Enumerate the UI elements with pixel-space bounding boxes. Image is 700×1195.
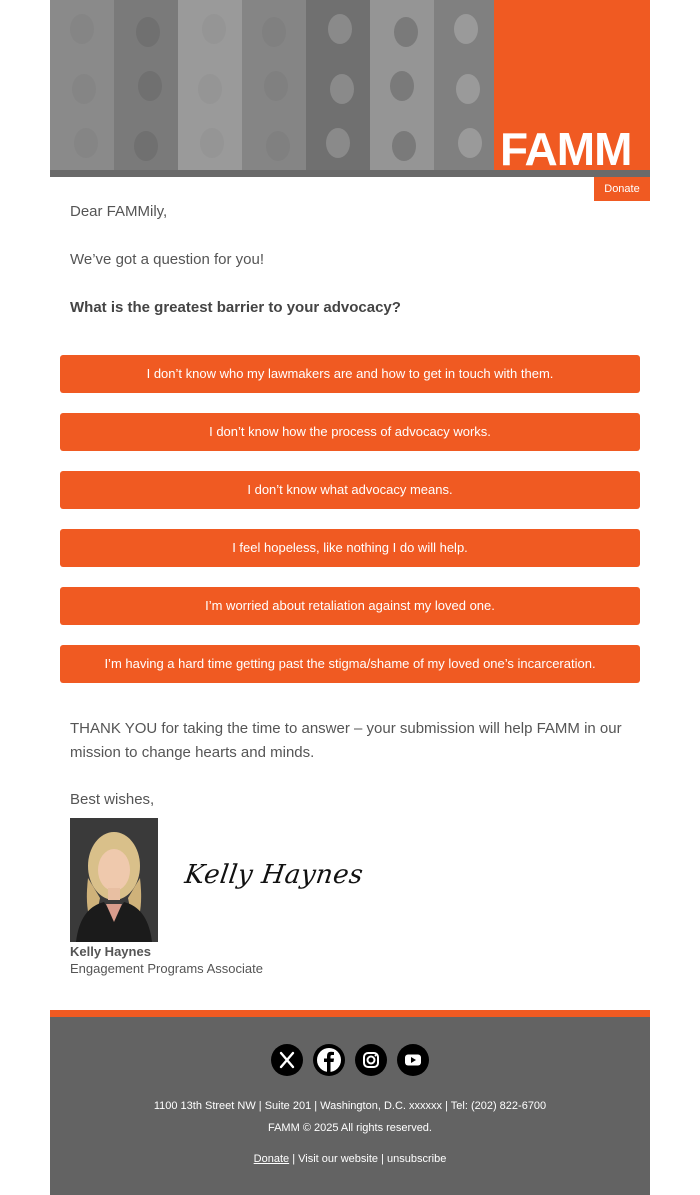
visit-website-link[interactable]: Visit our website [298, 1153, 379, 1165]
header-banner [50, 0, 650, 177]
thank-you-text: THANK YOU for taking the time to answer – your submission will help FAMM in our mission to change hearts and minds. [70, 720, 622, 761]
portrait-tile [114, 57, 178, 114]
signer-name: Kelly Haynes [70, 944, 151, 959]
portrait-tile [370, 57, 434, 114]
portrait-tile [434, 0, 494, 57]
handwritten-signature: Kelly Haynes [182, 860, 366, 890]
signer-photo [70, 818, 158, 942]
answer-button[interactable]: I’m worried about retaliation against my loved one. [60, 587, 640, 625]
portrait-tile [50, 57, 114, 114]
intro-text: We’ve got a question for you! [70, 251, 265, 268]
x-icon[interactable] [271, 1044, 303, 1076]
portrait-tile [242, 114, 306, 170]
answer-button[interactable]: I don’t know what advocacy means. [60, 471, 640, 509]
portrait-tile [306, 114, 370, 170]
link-separator: | [378, 1153, 387, 1165]
portrait-tile [242, 0, 306, 57]
portrait-tile [50, 114, 114, 170]
facebook-icon[interactable] [313, 1044, 345, 1076]
famm-logo[interactable] [494, 0, 650, 170]
portrait-tile [242, 57, 306, 114]
footer-donate-link[interactable]: Donate [253, 1153, 290, 1165]
portrait-tile [306, 0, 370, 57]
portrait-tile [370, 114, 434, 170]
portrait-tile [114, 114, 178, 170]
footer-links [50, 1153, 650, 1165]
portrait-tile [434, 57, 494, 114]
youtube-icon[interactable] [397, 1044, 429, 1076]
instagram-icon[interactable] [355, 1044, 387, 1076]
unsubscribe-link[interactable]: unsubscribe [387, 1153, 447, 1165]
header-divider [50, 170, 650, 177]
survey-question: What is the greatest barrier to your advocacy? [70, 299, 401, 316]
answer-button[interactable]: I feel hopeless, like nothing I do will help. [60, 529, 640, 567]
donate-button[interactable]: Donate [594, 177, 650, 201]
footer-address: 1100 13th Street NW | Suite 201 | Washington, D.C. xxxxxx | Tel: (202) 822-6700 [153, 1100, 547, 1112]
portrait-tile [178, 0, 242, 57]
portrait-tile [178, 57, 242, 114]
logo-text: FAMM [500, 123, 632, 170]
answer-button[interactable]: I don’t know how the process of advocacy works. [60, 413, 640, 451]
signer-title: Engagement Programs Associate [70, 961, 263, 976]
answer-button[interactable]: I don’t know who my lawmakers are and how to get in touch with them. [60, 355, 640, 393]
footer [50, 1010, 650, 1195]
sign-off: Best wishes, [70, 791, 155, 808]
portrait-tile [306, 57, 370, 114]
portrait-tile [50, 0, 114, 57]
portrait-tile [178, 114, 242, 170]
answer-button[interactable]: I’m having a hard time getting past the stigma/shame of my loved one’s incarceration. [60, 645, 640, 683]
answer-options [60, 355, 640, 703]
social-links [50, 1044, 650, 1076]
greeting: Dear FAMMily, [70, 203, 168, 220]
footer-copyright: FAMM © 2025 All rights reserved. [267, 1122, 432, 1134]
portrait-tile [114, 0, 178, 57]
link-separator: | [289, 1153, 299, 1165]
email-container [50, 0, 650, 1165]
portrait-tile [370, 0, 434, 57]
portrait-tile [434, 114, 494, 170]
portrait-mosaic [50, 0, 494, 170]
